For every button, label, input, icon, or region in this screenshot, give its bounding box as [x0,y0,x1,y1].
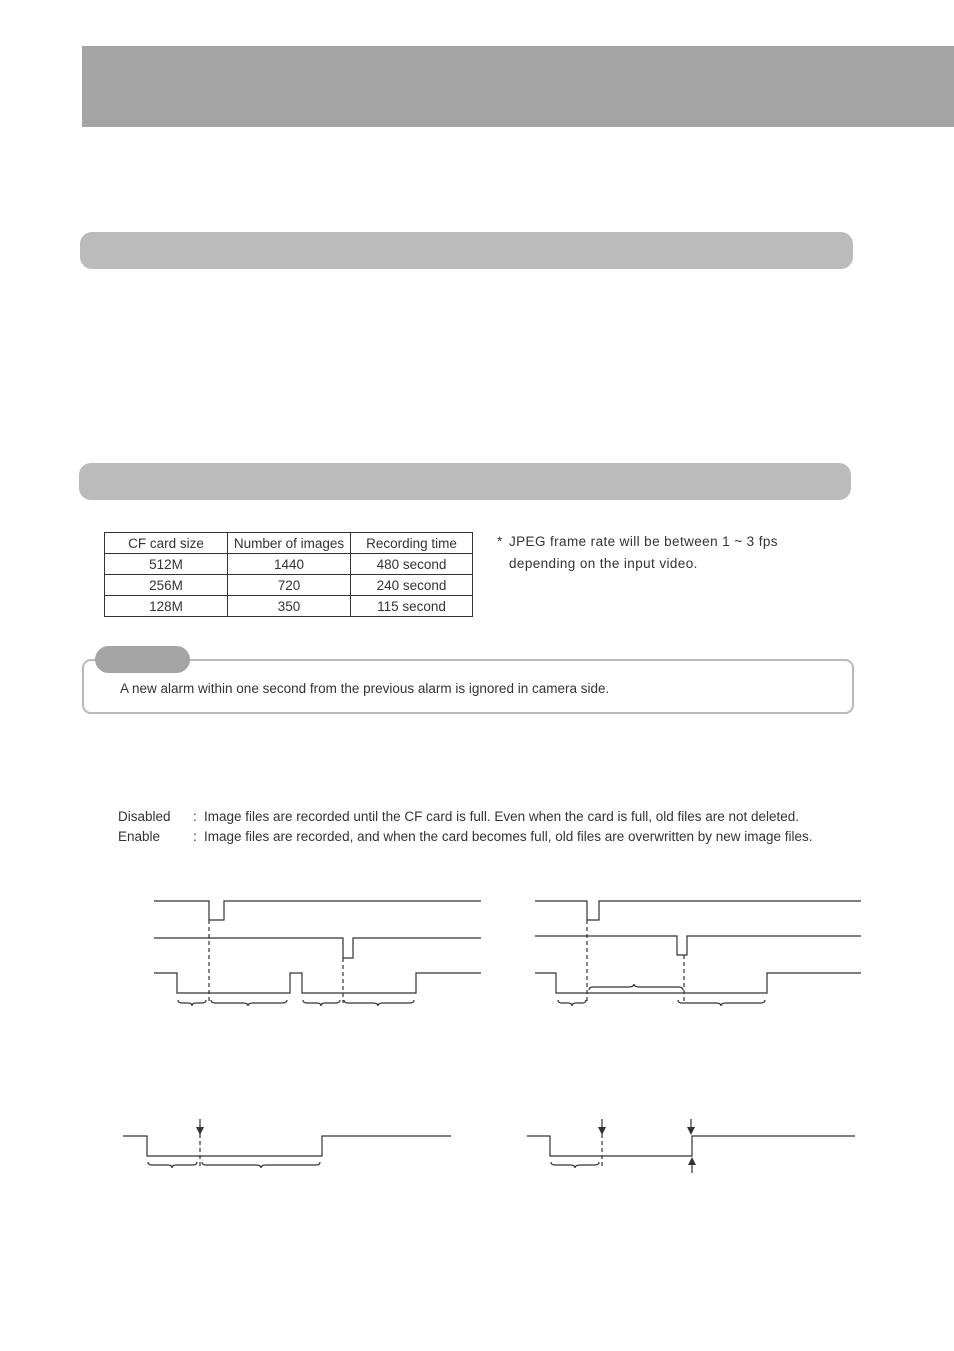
option-separator: : [193,829,197,844]
option-label: Disabled [118,809,171,824]
interval-brace [211,1000,287,1006]
table-cell: 350 [228,596,351,617]
note-text: A new alarm within one second from the previous alarm is ignored in camera side. [120,681,610,696]
interval-brace [303,1000,340,1006]
timing-diagram-a [154,901,481,1006]
signal-line-alarm [154,901,481,920]
interval-brace [551,1162,599,1168]
table-cell: 115 second [351,596,473,617]
table-cell: 1440 [228,554,351,575]
table-cell: 480 second [351,554,473,575]
column-header: Recording time [351,533,473,554]
timing-diagram-c [123,1119,451,1168]
interval-brace [344,1000,414,1006]
timing-diagram-d [527,1119,855,1173]
signal-line-second-alarm [154,938,481,958]
table-cell: 240 second [351,575,473,596]
signal-line-alarm [535,901,861,920]
interval-brace [148,1162,197,1168]
table-cell: 256M [105,575,228,596]
column-header: Number of images [228,533,351,554]
signal-line-record [535,973,861,993]
option-label: Enable [118,829,161,844]
table-cell: 720 [228,575,351,596]
table-cell: 512M [105,554,228,575]
signal-line-second-alarm [535,936,861,955]
jpeg-note-text: JPEG frame rate will be between 1 ~ 3 fps depending on the input video. [509,534,778,571]
signal-line-record [154,973,481,993]
interval-brace [178,1000,206,1006]
signal-line-record [527,1136,855,1156]
option-description: Image files are recorded, and when the card becomes full, old files are overwritten by new image files. [204,829,813,844]
interval-brace [558,1000,586,1006]
asterisk-mark: * [497,534,503,549]
interval-brace [589,984,683,990]
option-separator: : [193,809,197,824]
option-description: Image files are recorded until the CF card is full. Even when the card is full, old files are not deleted. [204,809,800,824]
timing-diagram-b [535,901,861,1006]
interval-brace [678,1000,765,1006]
signal-line-record [123,1136,451,1156]
column-header: CF card size [105,533,228,554]
table-cell: 128M [105,596,228,617]
interval-brace [202,1162,320,1168]
